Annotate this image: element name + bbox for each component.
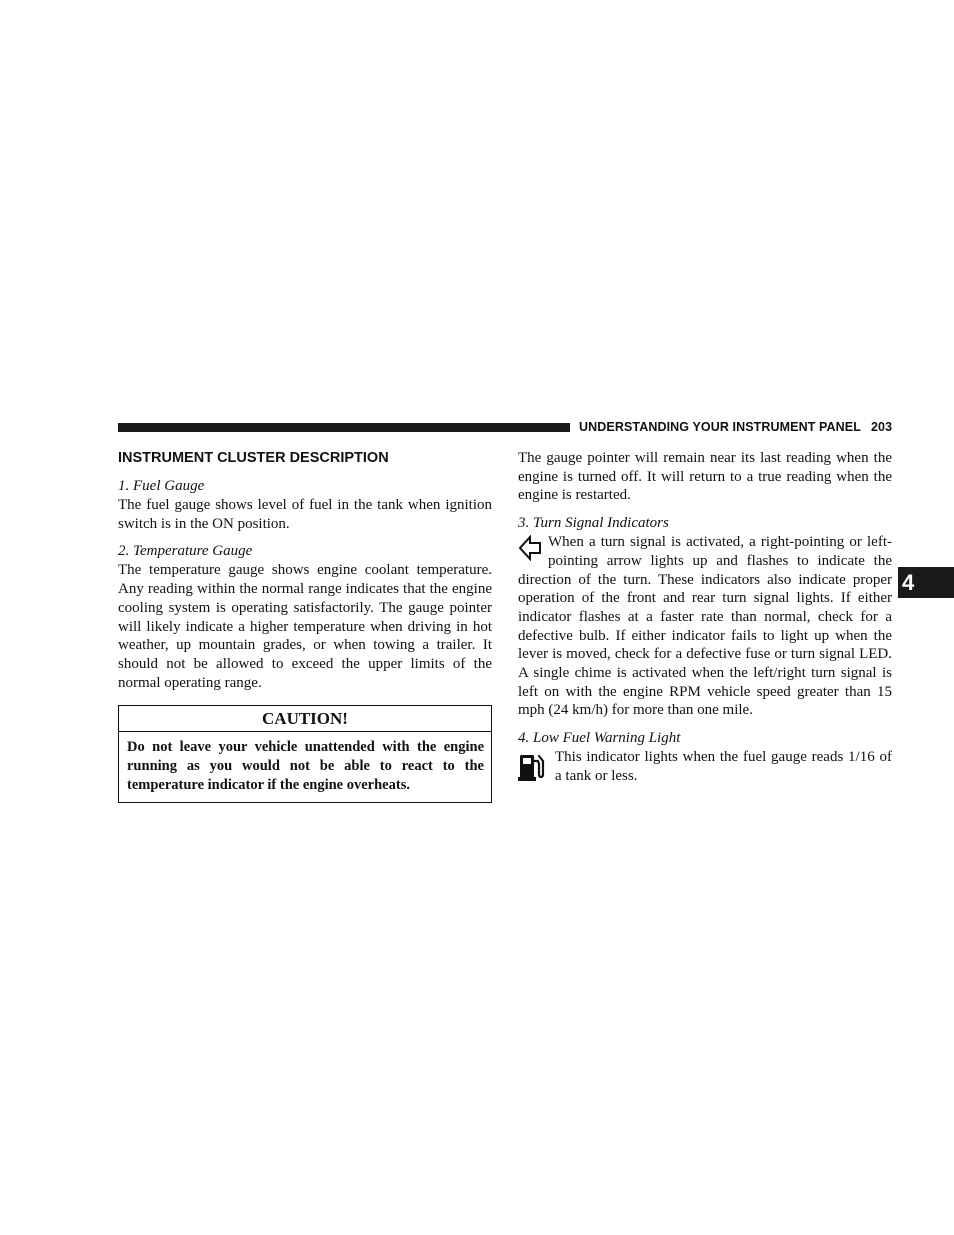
header-section-title: UNDERSTANDING YOUR INSTRUMENT PANEL bbox=[579, 420, 861, 434]
gauge-pointer-text: The gauge pointer will remain near its last reading when the engine is turned off. It will return to a true reading when the engine is restarted. bbox=[518, 450, 892, 504]
caution-text: Do not leave your vehicle unattended with the engine running as you would not be able to react to the temperature indicator if the engine overheats. bbox=[127, 739, 484, 794]
turn-signal-paragraph bbox=[518, 533, 892, 720]
fuel-gauge-text: The fuel gauge shows level of fuel in the tank when ignition switch is in the ON position. bbox=[118, 497, 492, 532]
fuel-pump-icon bbox=[518, 752, 545, 788]
low-fuel-title: 4. Low Fuel Warning Light bbox=[518, 730, 681, 747]
turn-signal-arrow-icon bbox=[518, 535, 542, 567]
caution-title: CAUTION! bbox=[119, 706, 491, 732]
running-header bbox=[579, 420, 892, 434]
right-column bbox=[518, 449, 892, 795]
temperature-gauge-text: The temperature gauge shows engine coolant temperature. Any reading within the normal range indicates that the engine cooling system is operating satisfactorily. The gauge pointer will likely indicate a higher temperature when driving in hot weather, up mountain grades, or when towing a trailer. It should not be allowed to exceed the upper limits of the normal operating range. bbox=[118, 562, 492, 691]
chapter-tab: 4 bbox=[898, 567, 954, 598]
low-fuel-text: This indicator lights when the fuel gauge reads 1/16 of a tank or less. bbox=[555, 749, 892, 784]
low-fuel-paragraph bbox=[518, 748, 892, 785]
temperature-gauge-title: 2. Temperature Gauge bbox=[118, 543, 253, 560]
turn-signal-text: When a turn signal is activated, a right-pointing or left-pointing arrow lights up and flashes to indicate the direction of the turn. These indicators also indicate proper operation of the front and rear turn signal lights. If either indicator flashes at a faster rate than normal, check for a defective bulb. If either indicator fails to light up when the lever is moved, check for a defective fuse or turn signal LED. A single chime is activated when the left/right turn signal is left on with the engine RPM vehicle speed greater than 15 mph (24 km/h) for more than one mile. bbox=[518, 534, 892, 719]
section-heading: INSTRUMENT CLUSTER DESCRIPTION bbox=[118, 450, 389, 466]
page-number: 203 bbox=[870, 420, 893, 434]
turn-signal-title: 3. Turn Signal Indicators bbox=[518, 515, 669, 532]
header-rule bbox=[118, 423, 570, 432]
left-column bbox=[118, 449, 492, 803]
fuel-gauge-title: 1. Fuel Gauge bbox=[118, 478, 205, 494]
caution-box bbox=[118, 705, 492, 803]
